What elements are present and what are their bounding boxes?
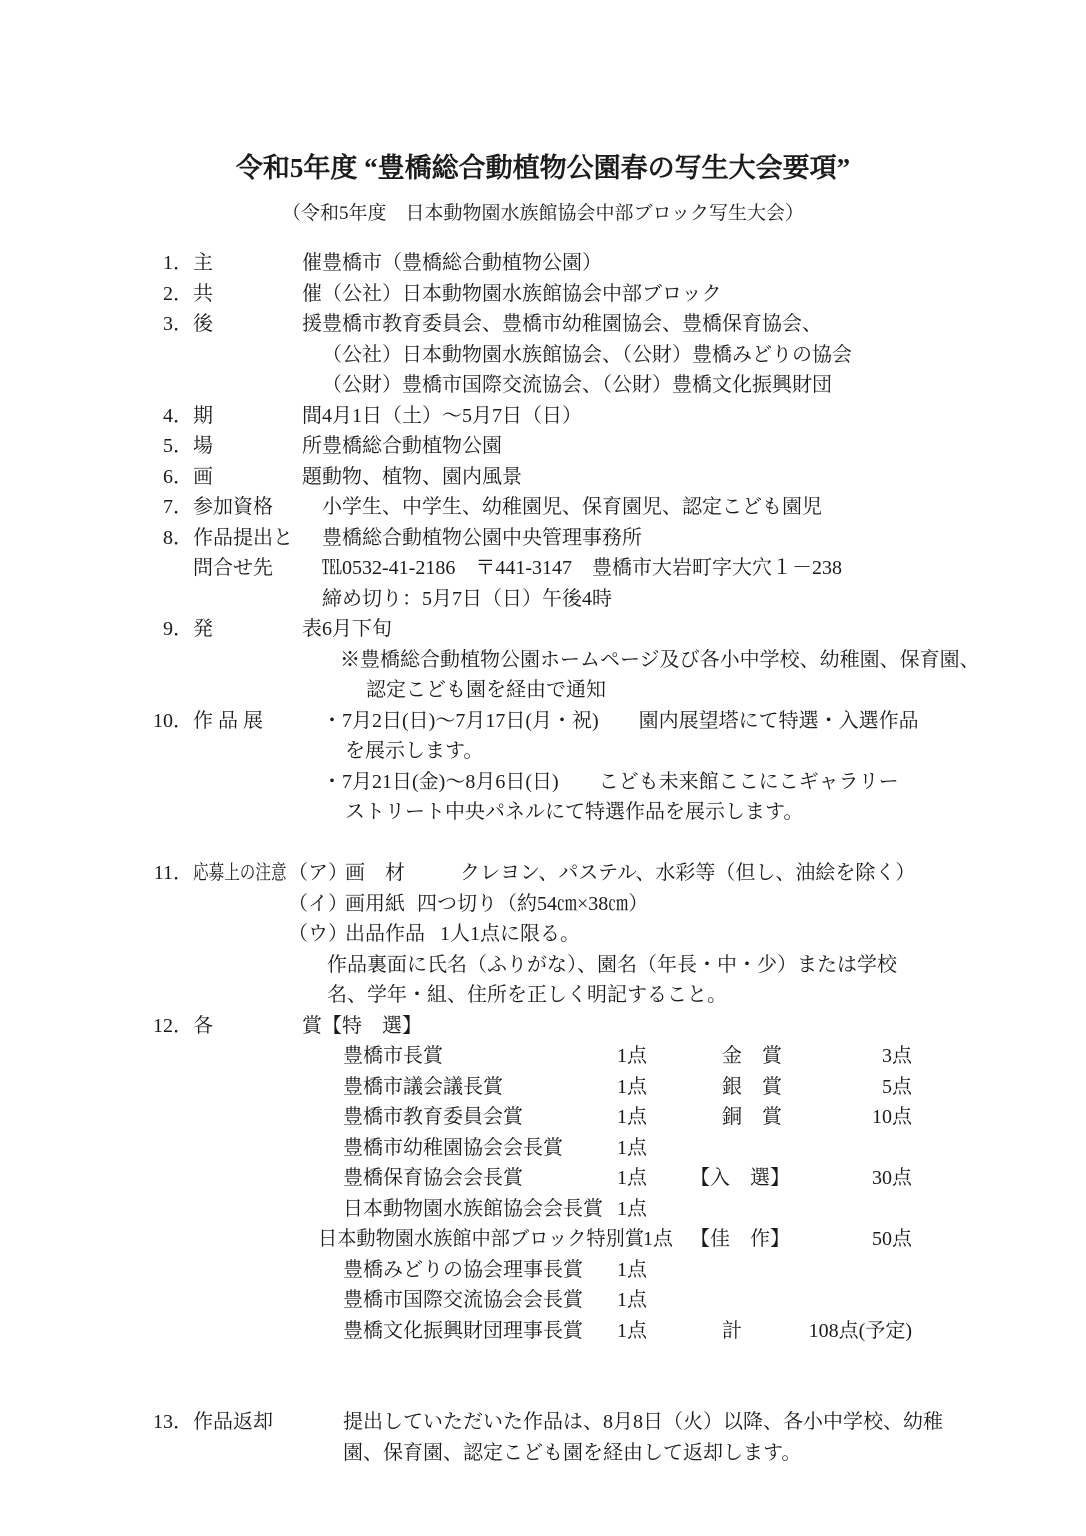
award-points: 1点 bbox=[617, 1167, 647, 1189]
award-category: 【佳 作】 bbox=[690, 1228, 790, 1250]
item-number: 12． bbox=[153, 1014, 193, 1037]
item-label: 応募上の注意 bbox=[193, 862, 287, 884]
item-value: 4月1日（土）～5月7日（日） bbox=[322, 404, 582, 427]
award-count: 108点(予定) bbox=[808, 1319, 912, 1342]
item-number: 2． bbox=[163, 282, 193, 305]
award-count: 50点 bbox=[872, 1228, 912, 1250]
item-value: 小学生、中学生、幼稚園児、保育園児、認定こども園児 bbox=[322, 496, 822, 518]
list-item-8-deadline bbox=[0, 584, 1086, 615]
item-number: 13． bbox=[153, 1411, 193, 1433]
sub-item-label: 画用紙 bbox=[345, 892, 405, 915]
list-item-7 bbox=[0, 492, 1086, 523]
item-number: 6． bbox=[163, 465, 193, 488]
award-row bbox=[0, 1072, 1086, 1103]
award-points: 1点 bbox=[617, 1045, 647, 1067]
item-value: 豊橋総合動植物公園中央管理事務所 bbox=[322, 526, 642, 549]
awards-header: 【特 選】 bbox=[322, 1014, 422, 1037]
award-count: 5点 bbox=[882, 1075, 912, 1098]
award-row bbox=[0, 1285, 1086, 1316]
item-value: 園、保育園、認定こども園を経由して返却します。 bbox=[343, 1441, 802, 1464]
item-value: （公社）日本動物園水族館協会、（公財）豊橋みどりの協会 bbox=[322, 343, 852, 366]
exhibition-line: ・7月21日(金)～8月6日(日) こども未来館ここにこギャラリー bbox=[322, 770, 899, 793]
item-number: 8． bbox=[163, 526, 193, 549]
list-item-10-cont bbox=[0, 767, 1086, 798]
award-row bbox=[0, 1224, 1086, 1255]
blank-line bbox=[0, 1377, 1086, 1408]
award-count: 10点 bbox=[872, 1106, 912, 1128]
item-label: 期 間 bbox=[193, 404, 322, 427]
item-label: 共 催 bbox=[193, 282, 322, 305]
award-points: 1点 bbox=[617, 1075, 647, 1098]
item-label: 作品提出と bbox=[193, 526, 293, 549]
note-line: ※豊橋総合動植物公園ホームページ及び各小中学校、幼稚園、保育園、 bbox=[340, 648, 980, 671]
sub-item-value: クレヨン、パステル、水彩等（但し、油絵を除く） bbox=[460, 862, 916, 884]
item-label: 参加資格 bbox=[193, 496, 273, 518]
award-name: 日本動物園水族館中部ブロック特別賞 bbox=[318, 1228, 645, 1250]
item-number: 5． bbox=[163, 435, 193, 457]
item-label: 各 賞 bbox=[193, 1014, 322, 1037]
item-value: （公社）日本動物園水族館協会中部ブロック bbox=[322, 282, 722, 305]
list-item-10 bbox=[0, 706, 1086, 737]
sub-item-marker: （ア） bbox=[288, 862, 348, 884]
award-row bbox=[0, 1194, 1086, 1225]
item-value: 動物、植物、園内風景 bbox=[322, 465, 522, 488]
list-item-12 bbox=[0, 1011, 1086, 1042]
list-item-11-row bbox=[0, 919, 1086, 950]
page-subtitle: （令和5年度 日本動物園水族館協会中部ブロック写生大会） bbox=[281, 203, 805, 224]
award-row bbox=[0, 1316, 1086, 1347]
page-title: 令和5年度 “豊橋総合動植物公園春の写生大会要項” bbox=[235, 153, 851, 183]
award-count: 30点 bbox=[872, 1167, 912, 1189]
list-item-13-cont bbox=[0, 1438, 1086, 1469]
award-row bbox=[0, 1041, 1086, 1072]
item-value: （公財）豊橋市国際交流協会、（公財）豊橋文化振興財団 bbox=[322, 374, 832, 396]
award-category: 銀 賞 bbox=[722, 1075, 782, 1098]
note-line: 認定こども園を経由で通知 bbox=[366, 679, 606, 701]
award-name: 豊橋市国際交流協会会長賞 bbox=[343, 1289, 583, 1311]
item-value: 提出していただいた作品は、8月8日（火）以降、各小中学校、幼稚 bbox=[343, 1411, 943, 1433]
award-points: 1点 bbox=[617, 1136, 647, 1159]
item-number: 7． bbox=[163, 496, 193, 518]
award-name: 日本動物園水族館協会会長賞 bbox=[343, 1197, 603, 1220]
note-line: 作品裏面に氏名（ふりがな）、園名（年長・中・少）または学校 bbox=[327, 953, 897, 976]
sub-item-label: 画 材 bbox=[345, 862, 405, 884]
sub-item-value: 1人1点に限る。 bbox=[440, 923, 580, 945]
award-name: 豊橋市幼稚園協会会長賞 bbox=[343, 1136, 563, 1159]
list-item-4 bbox=[0, 401, 1086, 432]
award-count: 3点 bbox=[882, 1045, 912, 1067]
list-item-9 bbox=[0, 614, 1086, 645]
award-name: 豊橋保育協会会長賞 bbox=[343, 1167, 523, 1189]
list-item-11-row bbox=[0, 889, 1086, 920]
exhibition-line: ストリート中央パネルにて特選作品を展示します。 bbox=[345, 801, 804, 823]
item-label: 作 品 展 bbox=[193, 709, 263, 732]
list-item-13 bbox=[0, 1407, 1086, 1438]
award-row bbox=[0, 1163, 1086, 1194]
sub-item-marker: （イ） bbox=[288, 892, 348, 915]
list-item-5 bbox=[0, 431, 1086, 462]
award-name: 豊橋市長賞 bbox=[343, 1045, 443, 1067]
item-label: 主 催 bbox=[193, 252, 322, 274]
award-points: 1点 bbox=[617, 1289, 647, 1311]
list-item-11-note bbox=[0, 980, 1086, 1011]
award-points: 1点 bbox=[617, 1106, 647, 1128]
item-value: 6月下旬 bbox=[322, 618, 392, 640]
award-category: 【入 選】 bbox=[690, 1167, 790, 1189]
document-body bbox=[0, 248, 1086, 1468]
award-category: 銅 賞 bbox=[722, 1106, 782, 1128]
award-points: 1点 bbox=[643, 1228, 673, 1250]
list-item-3 bbox=[0, 309, 1086, 340]
item-label: 画 題 bbox=[193, 465, 322, 488]
award-row bbox=[0, 1102, 1086, 1133]
item-value: 豊橋総合動植物公園 bbox=[322, 435, 502, 457]
sub-item-marker: （ウ） bbox=[288, 923, 348, 945]
list-item-9-note bbox=[0, 675, 1086, 706]
award-category: 計 bbox=[722, 1319, 742, 1342]
award-name: 豊橋みどりの協会理事長賞 bbox=[343, 1258, 583, 1281]
list-item-10-cont bbox=[0, 797, 1086, 828]
item-number: 4． bbox=[163, 404, 193, 427]
item-value: 豊橋市（豊橋総合動植物公園） bbox=[322, 252, 602, 274]
award-points: 1点 bbox=[617, 1258, 647, 1281]
exhibition-line: ・7月2日(日)～7月17日(月・祝) 園内展望塔にて特選・入選作品 bbox=[322, 709, 919, 732]
sub-item-label: 出品作品 bbox=[345, 923, 425, 945]
item-number: 10． bbox=[153, 709, 193, 732]
list-item-9-note bbox=[0, 645, 1086, 676]
list-item-3-cont bbox=[0, 370, 1086, 401]
award-category: 金 賞 bbox=[722, 1045, 782, 1067]
award-points: 1点 bbox=[617, 1319, 647, 1342]
sub-item-value: 四つ切り（約54㎝×38㎝） bbox=[417, 892, 649, 915]
item-value: 豊橋市教育委員会、豊橋市幼稚園協会、豊橋保育協会、 bbox=[322, 313, 822, 335]
item-label: 発 表 bbox=[193, 618, 322, 640]
award-row bbox=[0, 1255, 1086, 1286]
list-item-8 bbox=[0, 523, 1086, 554]
list-item-6 bbox=[0, 462, 1086, 493]
list-item-11 bbox=[0, 858, 1086, 889]
item-number: 11． bbox=[153, 862, 193, 884]
list-item-10-cont bbox=[0, 736, 1086, 767]
list-item-8-contact bbox=[0, 553, 1086, 584]
item-number: 9． bbox=[163, 618, 193, 640]
award-name: 豊橋市教育委員会賞 bbox=[343, 1106, 523, 1128]
award-row bbox=[0, 1133, 1086, 1164]
award-points: 1点 bbox=[617, 1197, 647, 1220]
item-number: 3． bbox=[163, 313, 193, 335]
award-name: 豊橋文化振興財団理事長賞 bbox=[343, 1319, 583, 1342]
list-item-1 bbox=[0, 248, 1086, 279]
item-label: 後 援 bbox=[193, 313, 322, 335]
award-name: 豊橋市議会議長賞 bbox=[343, 1075, 503, 1098]
exhibition-line: を展示します。 bbox=[345, 740, 484, 762]
deadline-text: 締め切り：5月7日（日）午後4時 bbox=[322, 587, 612, 610]
item-number: 1． bbox=[163, 252, 193, 274]
contact-phone-address: ℡0532-41-2186 〒441-3147 豊橋市大岩町字大穴１－238 bbox=[322, 557, 842, 579]
blank-line bbox=[0, 828, 1086, 859]
list-item-11-note bbox=[0, 950, 1086, 981]
item-label: 問合せ先 bbox=[193, 557, 273, 579]
item-label: 作品返却 bbox=[193, 1411, 273, 1433]
list-item-2 bbox=[0, 279, 1086, 310]
list-item-3-cont bbox=[0, 340, 1086, 371]
blank-line bbox=[0, 1346, 1086, 1377]
item-label: 場 所 bbox=[193, 435, 322, 457]
note-line: 名、学年・組、住所を正しく明記すること。 bbox=[327, 984, 727, 1006]
